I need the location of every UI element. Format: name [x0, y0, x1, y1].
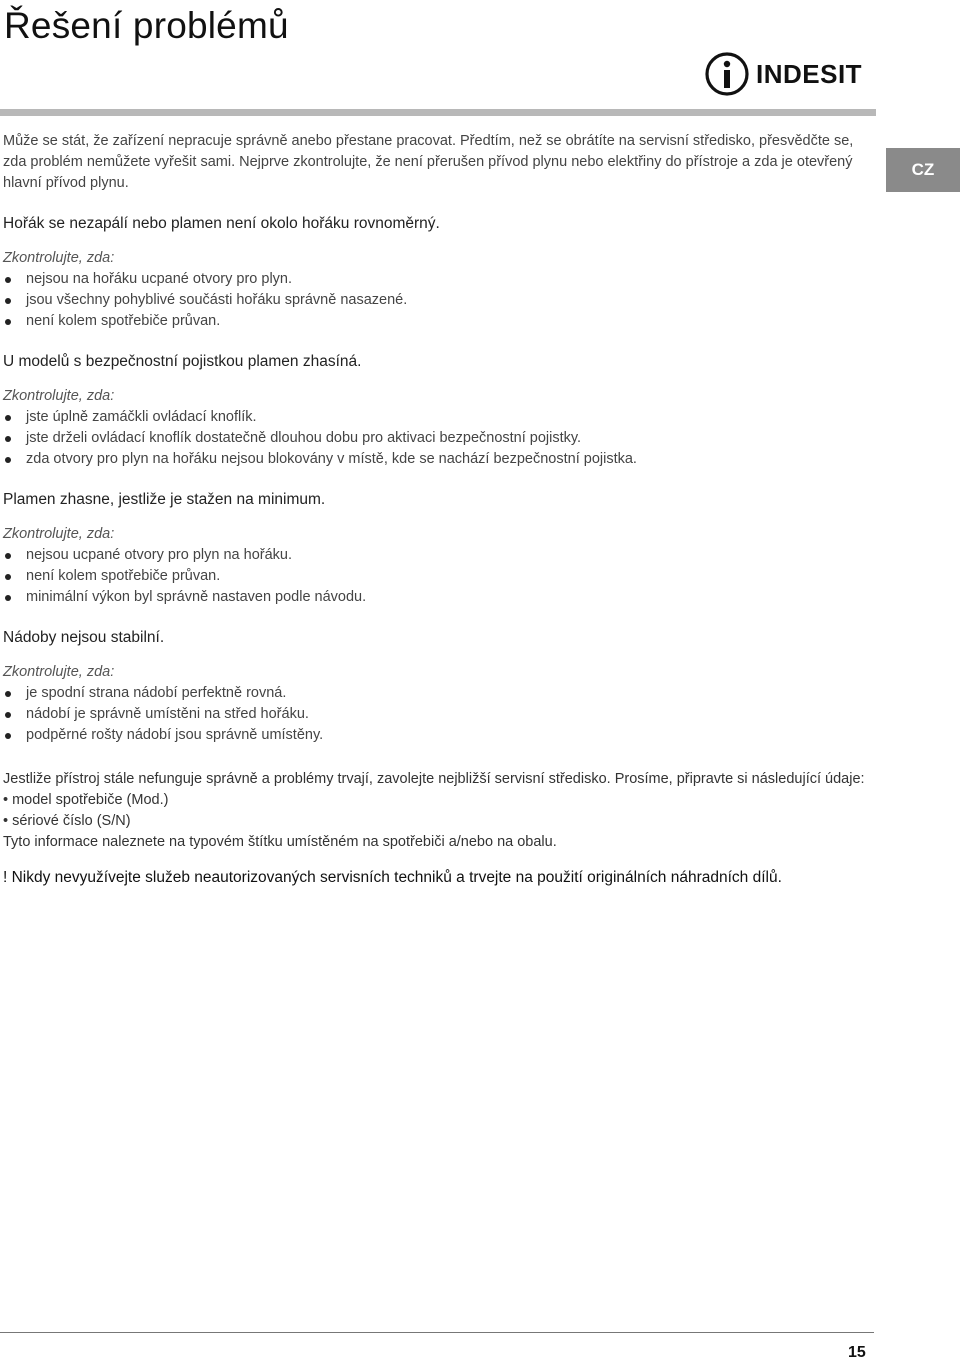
page-number: 15 [848, 1344, 866, 1361]
list-item: není kolem spotřebiče průvan. [3, 311, 875, 332]
check-label: Zkontrolujte, zda: [3, 250, 115, 266]
list-item: minimální výkon byl správně nastaven podle návodu. [3, 587, 875, 608]
list-item: jste drželi ovládací knoflík dostatečně dlouhou dobu pro aktivaci bezpečnostní pojistky. [3, 428, 875, 449]
section-heading: U modelů s bezpečnostní pojistkou plamen zhasíná. [3, 353, 362, 370]
check-list [3, 683, 875, 746]
check-list [3, 545, 875, 608]
section-heading: Plamen zhasne, jestliže je stažen na minimum. [3, 491, 326, 508]
page-title: Řešení problémů [4, 5, 289, 46]
rating-plate-note: Tyto informace naleznete na typovém štítku umístěném na spotřebiči a/nebo na obalu. [3, 834, 557, 850]
language-tab: CZ [886, 148, 960, 192]
troubleshooting-content [3, 131, 875, 904]
list-item: podpěrné rošty nádobí jsou správně umístěny. [3, 725, 875, 746]
list-item: nádobí je správně umístěni na střed hořáku. [3, 704, 875, 725]
section-flame-goes-out-minimum [3, 489, 875, 608]
check-list [3, 269, 875, 332]
check-label: Zkontrolujte, zda: [3, 664, 115, 680]
section-heading: Hořák se nezapálí nebo plamen není okolo hořáku rovnoměrný. [3, 215, 440, 232]
check-list [3, 407, 875, 470]
serial-line: • sériové číslo (S/N) [3, 813, 131, 829]
section-pans-unstable [3, 627, 875, 746]
logo-text: INDESIT [756, 58, 863, 89]
check-label: Zkontrolujte, zda: [3, 388, 115, 404]
warning-note: ! Nikdy nevyužívejte služeb neautorizovaných servisních techniků a trvejte na použití originálních náhradních dílů. [3, 869, 782, 886]
list-item: nejsou ucpané otvory pro plyn na hořáku. [3, 545, 875, 566]
section-burner-not-igniting [3, 213, 875, 332]
list-item: nejsou na hořáku ucpané otvory pro plyn. [3, 269, 875, 290]
header-divider [0, 109, 876, 116]
list-item: zda otvory pro plyn na hořáku nejsou blokovány v místě, kde se nachází bezpečnostní pojistka. [3, 449, 875, 470]
brand-logo [704, 50, 874, 98]
footer-divider [0, 1332, 874, 1333]
list-item: jste úplně zamáčkli ovládací knoflík. [3, 407, 875, 428]
service-paragraph: Jestliže přístroj stále nefunguje správně a problémy trvají, zavolejte nejbližší servisní středisko. Prosíme, připravte si následující údaje: [3, 771, 865, 787]
section-flame-goes-out-safety [3, 351, 875, 470]
list-item: jsou všechny pohyblivé součásti hořáku správně nasazené. [3, 290, 875, 311]
model-line: • model spotřebiče (Mod.) [3, 792, 169, 808]
check-label: Zkontrolujte, zda: [3, 526, 115, 542]
section-heading: Nádoby nejsou stabilní. [3, 629, 165, 646]
service-info [3, 769, 875, 853]
indesit-logo-icon [704, 51, 750, 97]
intro-paragraph: Může se stát, že zařízení nepracuje správně anebo přestane pracovat. Předtím, než se obrátíte na servisní středisko, přesvědčte se, zda problém nemůžete vyřešit sami. Nejprve zkontrolujte, že není přerušen přívod plynu nebo elektřiny do přístroje a zda je otevřený hlavní přívod plynu. [3, 133, 854, 191]
list-item: není kolem spotřebiče průvan. [3, 566, 875, 587]
list-item: je spodní strana nádobí perfektně rovná. [3, 683, 875, 704]
